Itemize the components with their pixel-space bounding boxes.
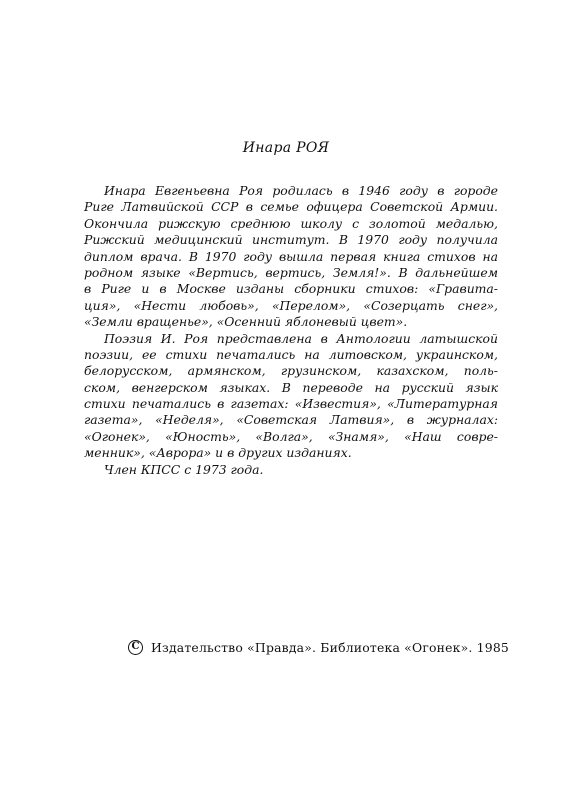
biography-text xyxy=(84,183,498,478)
text-line: в Риге и в Москве изданы сборники стихов: «Гравита- xyxy=(84,281,498,297)
text-line: Окончила рижскую среднюю школу с золотой медалью, xyxy=(84,215,498,231)
text-line: газета», «Неделя», «Советская Латвия», в журналах: xyxy=(84,412,498,428)
page-title: Инара РОЯ xyxy=(242,140,330,156)
text-line: ция», «Нести любовь», «Перелом», «Созерцать снег», xyxy=(84,297,498,313)
text-line: менник», «Аврора» и в других изданиях. xyxy=(84,445,352,461)
copyright-icon: C xyxy=(128,640,143,655)
text-line: ском, венгерском языках. В переводе на русский язык xyxy=(84,379,498,395)
copyright-notice xyxy=(128,640,509,655)
text-line: Член КПСС с 1973 года. xyxy=(104,461,264,477)
text-line: диплом врача. В 1970 году вышла первая книга стихов на xyxy=(84,248,498,264)
text-line: белорусском, армянском, грузинском, казахском, поль- xyxy=(84,363,498,379)
text-line: стихи печатались в газетах: «Известия», «Литературная xyxy=(84,396,498,412)
text-line: Риге Латвийской ССР в семье офицера Советской Армии. xyxy=(84,199,498,215)
text-line: «Земли вращенье», «Осенний яблоневый цвет». xyxy=(84,314,408,330)
copyright-text: Издательство «Правда». Библиотека «Огонек». 1985 xyxy=(151,640,509,655)
text-line: «Огонек», «Юность», «Волга», «Знамя», «Наш совре- xyxy=(84,428,498,444)
text-line: Инара Евгеньевна Роя родилась в 1946 году в городе xyxy=(104,183,498,198)
text-line: Поэзия И. Роя представлена в Антологии латышской xyxy=(104,330,498,346)
text-line: родном языке «Вертись, вертись, Земля!». В дальнейшем xyxy=(84,264,498,280)
text-line: Рижский медицинский институт. В 1970 году получила xyxy=(84,232,498,248)
text-line: поэзии, ее стихи печатались на литовском, украинском, xyxy=(84,346,498,362)
